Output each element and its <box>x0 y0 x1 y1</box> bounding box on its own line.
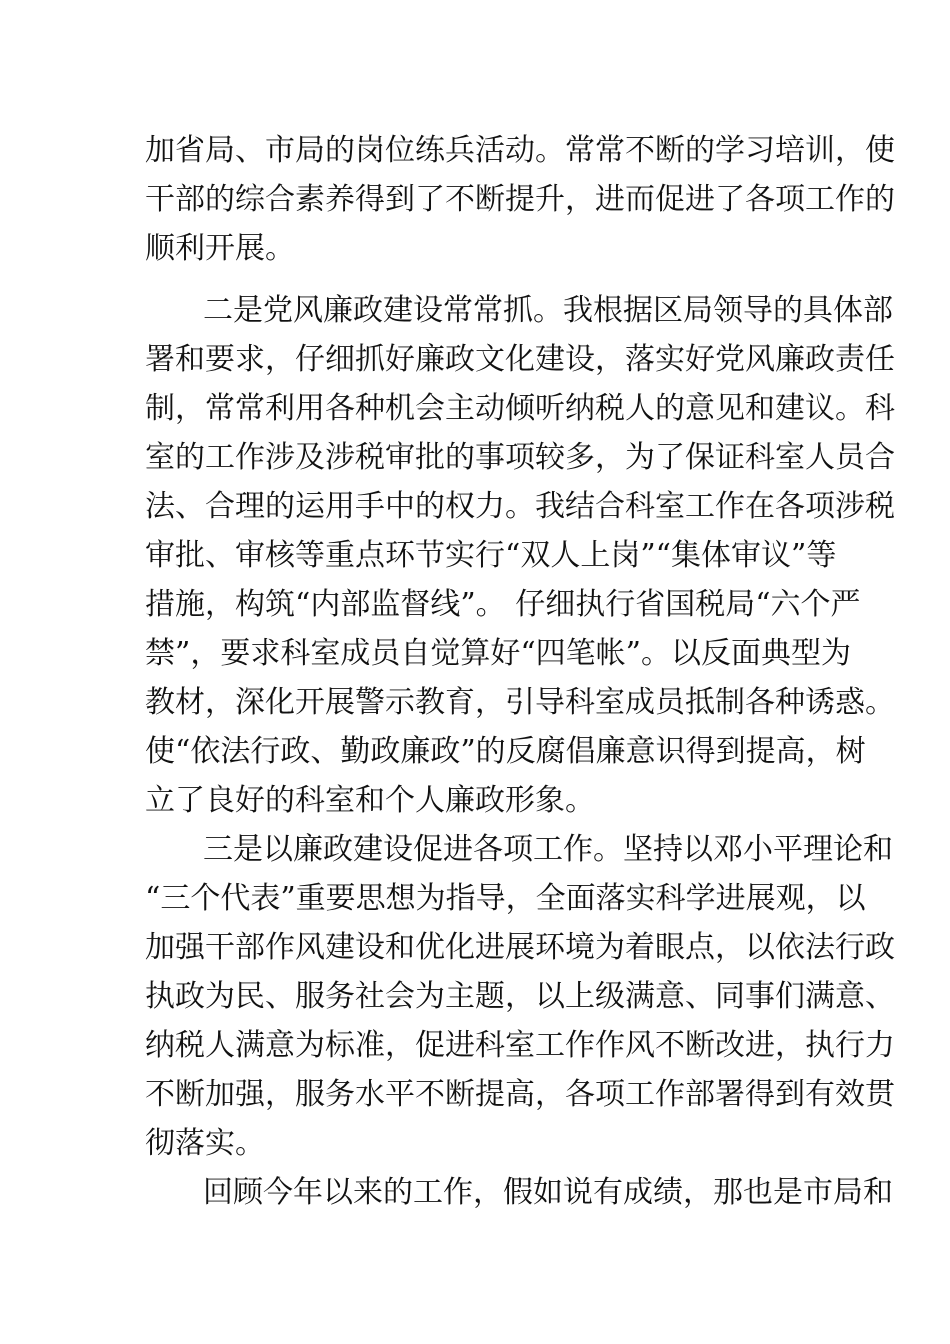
paragraph-start-line: 回顾今年以来的工作，假如说有成绩，那也是市局和 <box>203 1175 893 1210</box>
text-line: 制，常常利用各种机会主动倾听纳税人的意见和建议。科 <box>145 391 895 426</box>
text-line: “三个代表”重要思想为指导，全面落实科学进展观，以 <box>145 881 866 916</box>
text-line: 纳税人满意为标准，促进科室工作作风不断改进，执行力 <box>145 1028 895 1063</box>
text-line: 法、合理的运用手中的权力。我结合科室工作在各项涉税 <box>145 489 895 524</box>
text-line: 彻落实。 <box>145 1126 265 1161</box>
text-line: 加省局、市局的岗位练兵活动。常常不断的学习培训，使 <box>145 133 895 168</box>
text-line: 禁”，要求科室成员自觉算好“四笔帐”。以反面典型为 <box>145 636 852 671</box>
text-line: 干部的综合素养得到了不断提升，进而促进了各项工作的 <box>145 182 895 217</box>
text-line: 措施，构筑“内部监督线”。 仔细执行省国税局“六个严 <box>145 587 861 622</box>
text-line: 不断加强，服务水平不断提高，各项工作部署得到有效贯 <box>145 1077 895 1112</box>
text-line: 教材，深化开展警示教育，引导科室成员抵制各种诱惑。 <box>145 685 895 720</box>
text-line: 署和要求，仔细抓好廉政文化建设，落实好党风廉政责任 <box>145 342 895 377</box>
text-line: 室的工作涉及涉税审批的事项较多，为了保证科室人员合 <box>145 440 895 475</box>
text-line: 顺利开展。 <box>145 231 295 266</box>
text-line: 执政为民、服务社会为主题，以上级满意、同事们满意、 <box>145 979 895 1014</box>
text-line: 立了良好的科室和个人廉政形象。 <box>145 783 595 818</box>
paragraph-start-line: 二是党风廉政建设常常抓。我根据区局领导的具体部 <box>203 293 893 328</box>
text-line: 加强干部作风建设和优化进展环境为着眼点，以依法行政 <box>145 930 895 965</box>
text-line: 审批、审核等重点环节实行“双人上岗”“集体审议”等 <box>145 538 837 573</box>
text-line: 使“依法行政、勤政廉政”的反腐倡廉意识得到提高，树 <box>145 734 866 769</box>
paragraph-start-line: 三是以廉政建设促进各项工作。坚持以邓小平理论和 <box>203 832 893 867</box>
